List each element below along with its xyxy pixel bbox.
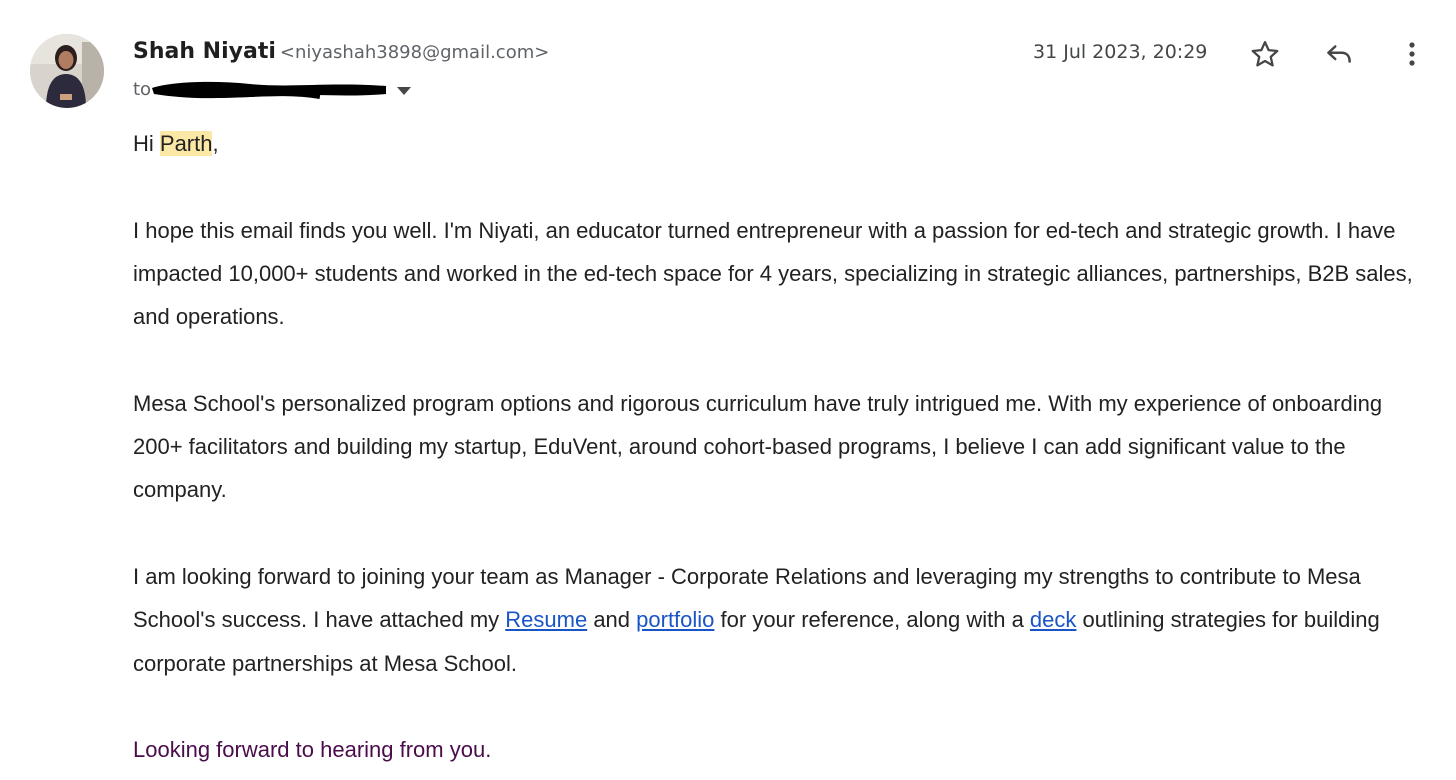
more-options-button[interactable] (1392, 34, 1432, 74)
star-button[interactable] (1245, 34, 1285, 74)
reply-icon (1324, 39, 1354, 69)
avatar[interactable] (30, 34, 104, 108)
paragraph-text: outlining strategies for building corporate partnerships at Mesa School. (133, 607, 1380, 676)
greeting-suffix: , (212, 131, 219, 156)
deck-link[interactable]: deck (1029, 607, 1077, 633)
chevron-down-icon (396, 85, 412, 97)
greeting-prefix: Hi (133, 131, 160, 156)
paragraph-text: and (587, 607, 637, 633)
more-vertical-icon (1407, 41, 1417, 67)
redaction-mark (150, 78, 388, 100)
message-body (133, 122, 1433, 780)
avatar-photo (30, 34, 104, 108)
recipient-prefix: to (133, 79, 152, 100)
paragraph-experience: Mesa School's personalized program options and rigorous curriculum have truly intrigued me. With my experience of onboarding 200+ facilitators and building my startup, EduVent, around cohort-based programs, I believe I can add significant value to the company. (133, 390, 1383, 503)
portfolio-link[interactable]: portfolio (636, 607, 715, 633)
highlighted-name: Parth (159, 131, 213, 156)
sender-name[interactable]: Shah Niyati (133, 39, 276, 64)
closing-line: Looking forward to hearing from you. (133, 737, 492, 763)
sender-email: <niyashah3898@gmail.com> (279, 42, 550, 63)
paragraph-intro: I hope this email finds you well. I'm Niyati, an educator turned entrepreneur with a passion for ed-tech and strategic growth. I have impacted 10,000+ students and worked in the ed-tech space for 4 years, specializing in strategic alliances, partnerships, B2B sales, and operations. (133, 217, 1413, 330)
greeting (133, 122, 1433, 165)
recipient-line (133, 76, 151, 104)
reply-button[interactable] (1319, 34, 1359, 74)
sender-line (133, 36, 549, 70)
paragraph-text: I am looking forward to joining your team as Manager - Corporate Relations and leveraging my strengths to contribute to Mesa School's success. I have attached my (133, 563, 1361, 633)
show-details-button[interactable] (396, 84, 412, 96)
paragraph-text: for your reference, along with a (714, 607, 1030, 633)
star-icon (1250, 39, 1280, 69)
resume-link[interactable]: Resume (505, 607, 588, 633)
message-timestamp: 31 Jul 2023, 20:29 (1033, 41, 1208, 63)
paragraph-attachments (133, 555, 1433, 685)
